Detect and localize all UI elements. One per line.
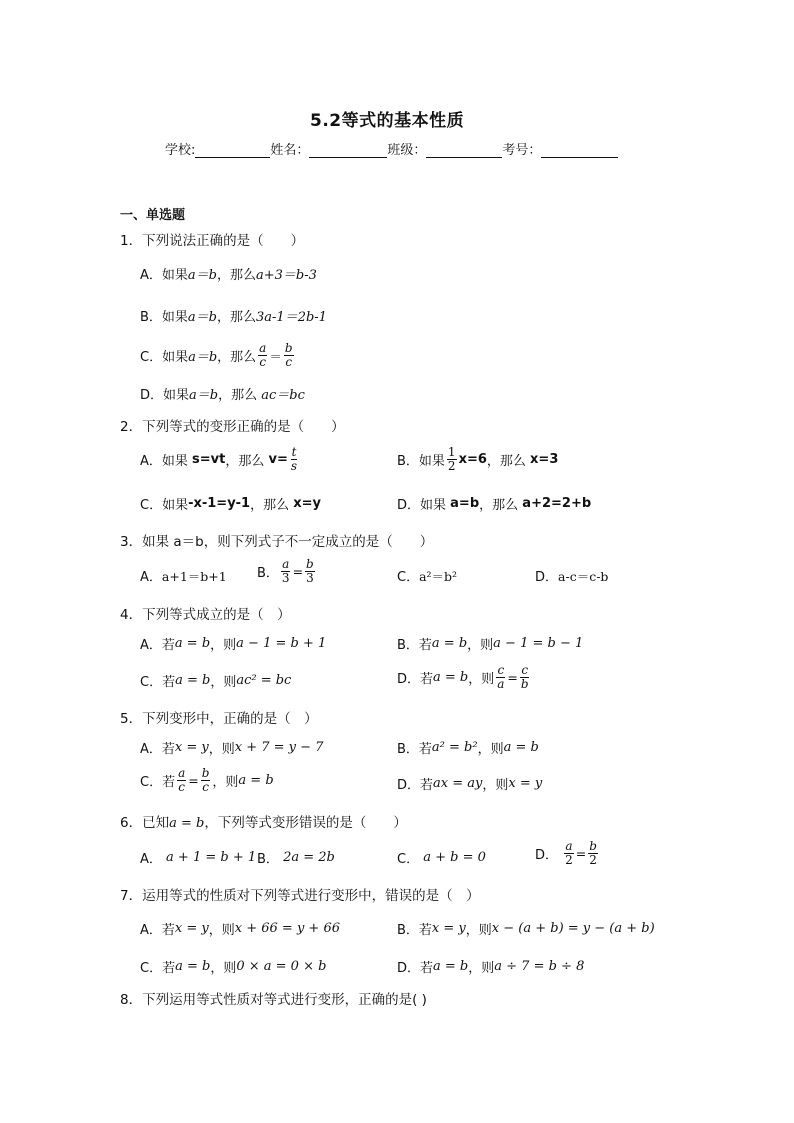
question-1-stem: 1．下列说法正确的是（ ） (120, 233, 305, 249)
fraction: $\frac{1}{2}$ (447, 445, 456, 473)
q1-option-b: B．如果 a＝b ，那么 3a-1＝2b-1 (140, 310, 327, 325)
q3-option-b: B． $\frac{a}{3}$ = $\frac{b}{3}$ (257, 557, 314, 585)
q5-option-c: C．若 $\frac{a}{c}$ = $\frac{b}{c}$ ，则 a = b (140, 766, 274, 794)
question-4-stem: 4．下列等式成立的是（ ） (120, 607, 291, 623)
student-info-row (165, 139, 618, 158)
q7-option-d: D．若 a = b ，则 a ÷ 7 = b ÷ 8 (397, 959, 585, 976)
class-field[interactable] (426, 143, 502, 158)
q6-option-d: D． $\frac{a}{2}$ = $\frac{b}{2}$ (535, 839, 597, 867)
q6-option-b: B． 2a = 2b (257, 850, 335, 867)
question-3-stem: 3．如果 a＝b，则下列式子不一定成立的是（ ） (120, 534, 434, 550)
q4-option-d: D．若 a = b ，则 $\frac{c}{a}$ = $\frac{c}{b}$ (397, 663, 529, 691)
fraction: $\frac{a}{3}$ (281, 557, 290, 585)
question-7-stem: 7．运用等式的性质对下列等式进行变形中，错误的是（ ） (120, 888, 480, 904)
q2-option-d: D．如果 a=b ，那么 a+2=2+b (397, 496, 592, 513)
q3-option-d: D． a-c＝c-b (535, 568, 609, 585)
fraction: $\frac{a}{c}$ (259, 341, 267, 369)
fraction: $\frac{a}{c}$ (178, 766, 186, 794)
fraction: $\frac{b}{2}$ (589, 839, 597, 867)
number-label: 考号： (502, 143, 542, 158)
q4-option-c: C．若 a = b ，则 ac² = bc (140, 673, 292, 690)
school-field[interactable] (195, 143, 270, 158)
q3-option-c: C． a²＝b² (397, 568, 458, 585)
page-title: 5.2等式的基本性质 (310, 111, 465, 131)
q3-option-a: A． a+1＝b+1 (140, 568, 227, 585)
q7-option-a: A．若 x = y ，则 x + 66 = y + 66 (140, 921, 340, 938)
fraction: $\frac{t}{s}$ (290, 445, 298, 473)
question-5-stem: 5．下列变形中，正确的是（ ） (120, 711, 318, 727)
name-field[interactable] (309, 143, 387, 158)
number-field[interactable] (541, 143, 618, 158)
section-heading: 一、单选题 (120, 208, 186, 223)
question-8-stem: 8．下列运用等式性质对等式进行变形，正确的是( ) (120, 992, 427, 1008)
q6-option-a: A． a + 1 = b + 1 (140, 850, 257, 867)
q1-option-d: D．如果 a＝b ，那么 ac＝bc (140, 388, 305, 403)
fraction: $\frac{c}{a}$ (497, 663, 505, 691)
q2-option-b: B．如果 $\frac{1}{2}$ x=6 ，那么 x=3 (397, 445, 559, 473)
question-2-stem: 2．下列等式的变形正确的是（ ） (120, 419, 345, 435)
class-label: 班级： (387, 143, 427, 158)
q2-option-c: C．如果 -x-1=y-1 ，那么 x=y (140, 496, 322, 513)
q4-option-a: A．若 a = b ，则 a − 1 = b + 1 (140, 636, 327, 653)
fraction: $\frac{c}{b}$ (520, 663, 529, 691)
q7-option-b: B．若 x = y ，则 x − (a + b) = y − (a + b) (397, 921, 655, 938)
fraction: $\frac{a}{2}$ (565, 839, 573, 867)
q1-option-c: C．如果 a＝b ，那么 $\frac{a}{c}$ ＝ $\frac{b}{c}$ (140, 341, 293, 369)
q5-option-a: A．若 x = y ，则 x + 7 = y − 7 (140, 740, 324, 757)
q4-option-b: B．若 a = b ，则 a − 1 = b − 1 (397, 636, 584, 653)
q2-option-a: A．如果 s=vt ，那么 v= $\frac{t}{s}$ (140, 445, 298, 473)
q1-option-a: A．如果 a＝b ，那么 a+3＝b-3 (140, 268, 317, 283)
q5-option-d: D．若 ax = ay ，则 x = y (397, 776, 543, 793)
fraction: $\frac{b}{c}$ (201, 766, 210, 794)
q6-option-c: C． a + b = 0 (397, 850, 486, 867)
question-6-stem: 6．已知a = b，下列等式变形错误的是（ ） (120, 815, 407, 831)
q5-option-b: B．若 a² = b² ，则 a = b (397, 740, 539, 757)
fraction: $\frac{b}{c}$ (284, 341, 293, 369)
school-label: 学校: (165, 143, 196, 158)
name-label: 姓名： (270, 143, 310, 158)
fraction: $\frac{b}{3}$ (306, 557, 314, 585)
q7-option-c: C．若 a = b ，则 0 × a = 0 × b (140, 959, 327, 976)
